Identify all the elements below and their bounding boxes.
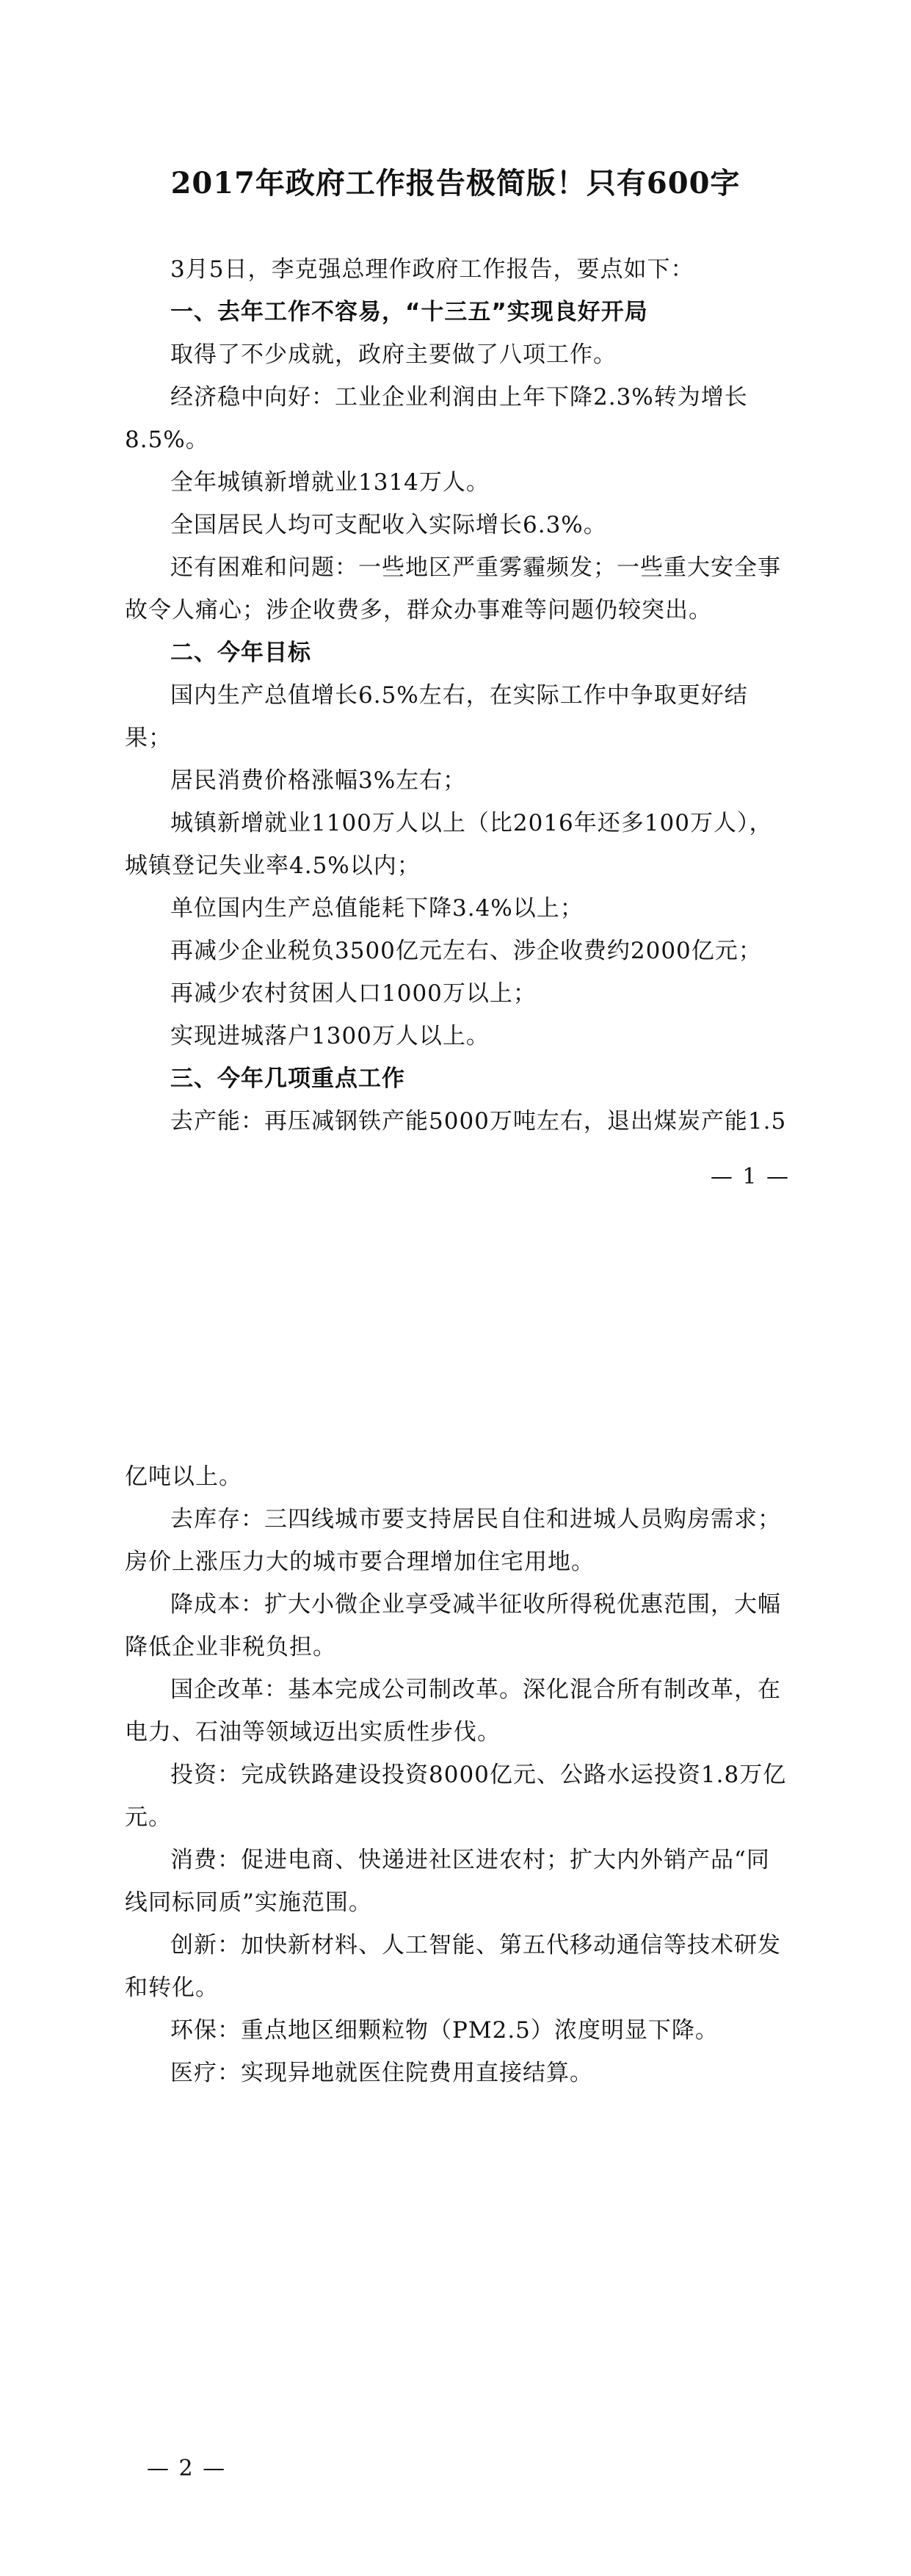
section-heading-1: 一、去年工作不容易，“十三五”实现良好开局 xyxy=(170,299,648,325)
paragraph: 实现进城落户1300万人以上。 xyxy=(170,1023,490,1049)
paragraph: 全年城镇新增就业1314万人。 xyxy=(170,469,490,496)
paragraph: 再减少企业税负3500亿元左右、涉企收费约2000亿元； xyxy=(170,938,762,964)
paragraph: 去产能：再压减钢铁产能5000万吨左右，退出煤炭产能1.5 xyxy=(170,1108,787,1135)
paragraph: 环保：重点地区细颗粒物（PM2.5）浓度明显下降。 xyxy=(170,2017,719,2044)
paragraph: 城镇新增就业1100万人以上（比2016年还多100万人），城镇登记失业率4.5%以内； xyxy=(125,810,773,879)
page1-body xyxy=(125,248,793,1143)
page2-body xyxy=(125,1455,793,2094)
paragraph: 国内生产总值增长6.5%左右，在实际工作中争取更好结果； xyxy=(125,682,748,751)
paragraph: 经济稳中向好：工业企业利润由上年下降2.3%转为增长8.5%。 xyxy=(125,384,748,453)
paragraph: 单位国内生产总值能耗下降3.4%以上； xyxy=(170,895,584,922)
intro-paragraph: 3月5日，李克强总理作政府工作报告，要点如下： xyxy=(170,256,694,283)
paragraph: 去库存：三四线城市要支持居民自住和进城人员购房需求；房价上涨压力大的城市要合理增加住宅用地。 xyxy=(125,1506,781,1575)
paragraph: 取得了不少成就，政府主要做了八项工作。 xyxy=(170,341,617,368)
document-page-2 xyxy=(0,1288,911,2576)
section-heading-3: 三、今年几项重点工作 xyxy=(170,1066,405,1092)
paragraph: 医疗：实现异地就医住院费用直接结算。 xyxy=(170,2060,593,2086)
paragraph: 创新：加快新材料、人工智能、第五代移动通信等技术研发和转化。 xyxy=(125,1932,781,2001)
paragraph: 消费：促进电商、快递进社区进农村；扩大内外销产品“同线同标同质”实施范围。 xyxy=(125,1847,770,1916)
continuation-text: 亿吨以上。 xyxy=(125,1464,242,1490)
paragraph: 降成本：扩大小微企业享受减半征收所得税优惠范围，大幅降低企业非税负担。 xyxy=(125,1591,781,1660)
paragraph: 居民消费价格涨幅3%左右； xyxy=(170,767,467,794)
page-number: — 2 — xyxy=(147,2456,227,2481)
page-number: — 1 — xyxy=(710,1164,790,1190)
paragraph: 还有困难和问题：一些地区严重雾霾频发；一些重大安全事故令人痛心；涉企收费多，群众办事难等问题仍较突出。 xyxy=(125,554,781,623)
paragraph: 全国居民人均可支配收入实际增长6.3%。 xyxy=(170,512,607,538)
paragraph: 再减少农村贫困人口1000万以上； xyxy=(170,980,537,1007)
section-heading-2: 二、今年目标 xyxy=(170,640,311,666)
document-title: 2017年政府工作报告极简版！只有600字 xyxy=(170,166,741,200)
paragraph: 投资：完成铁路建设投资8000亿元、公路水运投资1.8万亿元。 xyxy=(125,1762,787,1831)
paragraph: 国企改革：基本完成公司制改革。深化混合所有制改革，在电力、石油等领域迈出实质性步伐。 xyxy=(125,1676,781,1745)
